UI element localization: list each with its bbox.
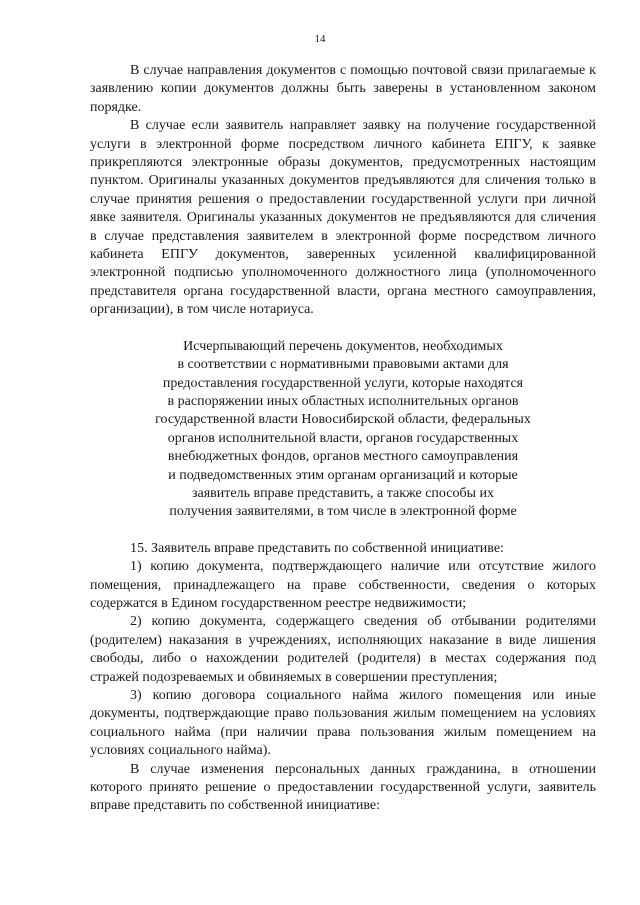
document-body [90, 62, 596, 816]
heading-line: в соответствии с нормативными правовыми актами для [177, 357, 509, 373]
paragraph-postal-copies: В случае направления документов с помощью почтовой связи прилагаемые к заявлению копии документов должны быть заверены в установленном законом порядке. [90, 63, 596, 115]
page-number: 14 [314, 33, 326, 45]
paragraph-subitem-1: 1) копию документа, подтверждающего наличие или отсутствие жилого помещения, принадлежащего на праве собственности, сведения о которых содержатся в Едином государственном реестре недвижимости; [90, 559, 596, 611]
paragraph-item-15: 15. Заявитель вправе представить по собственной инициативе: [130, 540, 504, 556]
paragraph-subitem-3: 3) копию договора социального найма жилого помещения или иные документы, подтверждающие право пользования жилым помещением на условиях социального найма (при наличии права пользования жилым помещением на условиях социального найма). [90, 688, 596, 759]
section-heading [90, 338, 596, 522]
heading-line: Исчерпывающий перечень документов, необходимых [183, 338, 503, 354]
heading-line: внебюджетных фондов, органов местного самоуправления [167, 449, 519, 465]
paragraph-personal-data-change: В случае изменения персональных данных гражданина, в отношении которого принято решение о предоставлении государственной услуги, заявитель вправе представить по собственной инициативе: [90, 761, 596, 814]
paragraph-electronic-submission: В случае если заявитель направляет заявку на получение государственной услуги в электронной форме посредством личного кабинета ЕПГУ, к заявке прикрепляются электронные образы документов, предусмотренных настоящим пунктом. Оригиналы указанных документов предъявляются для сличения только в случае принятия решения о предоставлении государственной услуги при личной явке заявителя. Оригиналы указанных документов не предъявляются для сличения в случае представления заявителем в электронной форме посредством личного кабинета ЕПГУ документов, заверенных усиленной квалифицированной электронной подписью уполномоченного должностного лица (уполномоченного представителя органа государственной власти, органа местного самоуправления, организации), в том числе нотариуса. [90, 118, 596, 318]
paragraph-subitem-2: 2) копию документа, содержащего сведения об отбывании родителями (родителем) наказания в учреждениях, исполняющих наказание в виде лишения свободы, либо о нахождении родителей (родителя) в местах содержания под стражей подозреваемых и обвиняемых в совершении преступления; [90, 614, 596, 685]
heading-line: и подведомственных этим органам организаций и которые [168, 467, 518, 483]
heading-line: государственной власти Новосибирской области, федеральных [155, 412, 531, 428]
heading-line: получения заявителями, в том числе в электронной форме [169, 504, 517, 520]
heading-line: заявитель вправе представить, а также способы их [191, 485, 495, 501]
heading-line: органов исполнительной власти, органов государственных [167, 430, 519, 446]
heading-line: предоставления государственной услуги, которые находятся [162, 375, 524, 391]
heading-line: в распоряжении иных областных исполнительных органов [167, 393, 519, 409]
